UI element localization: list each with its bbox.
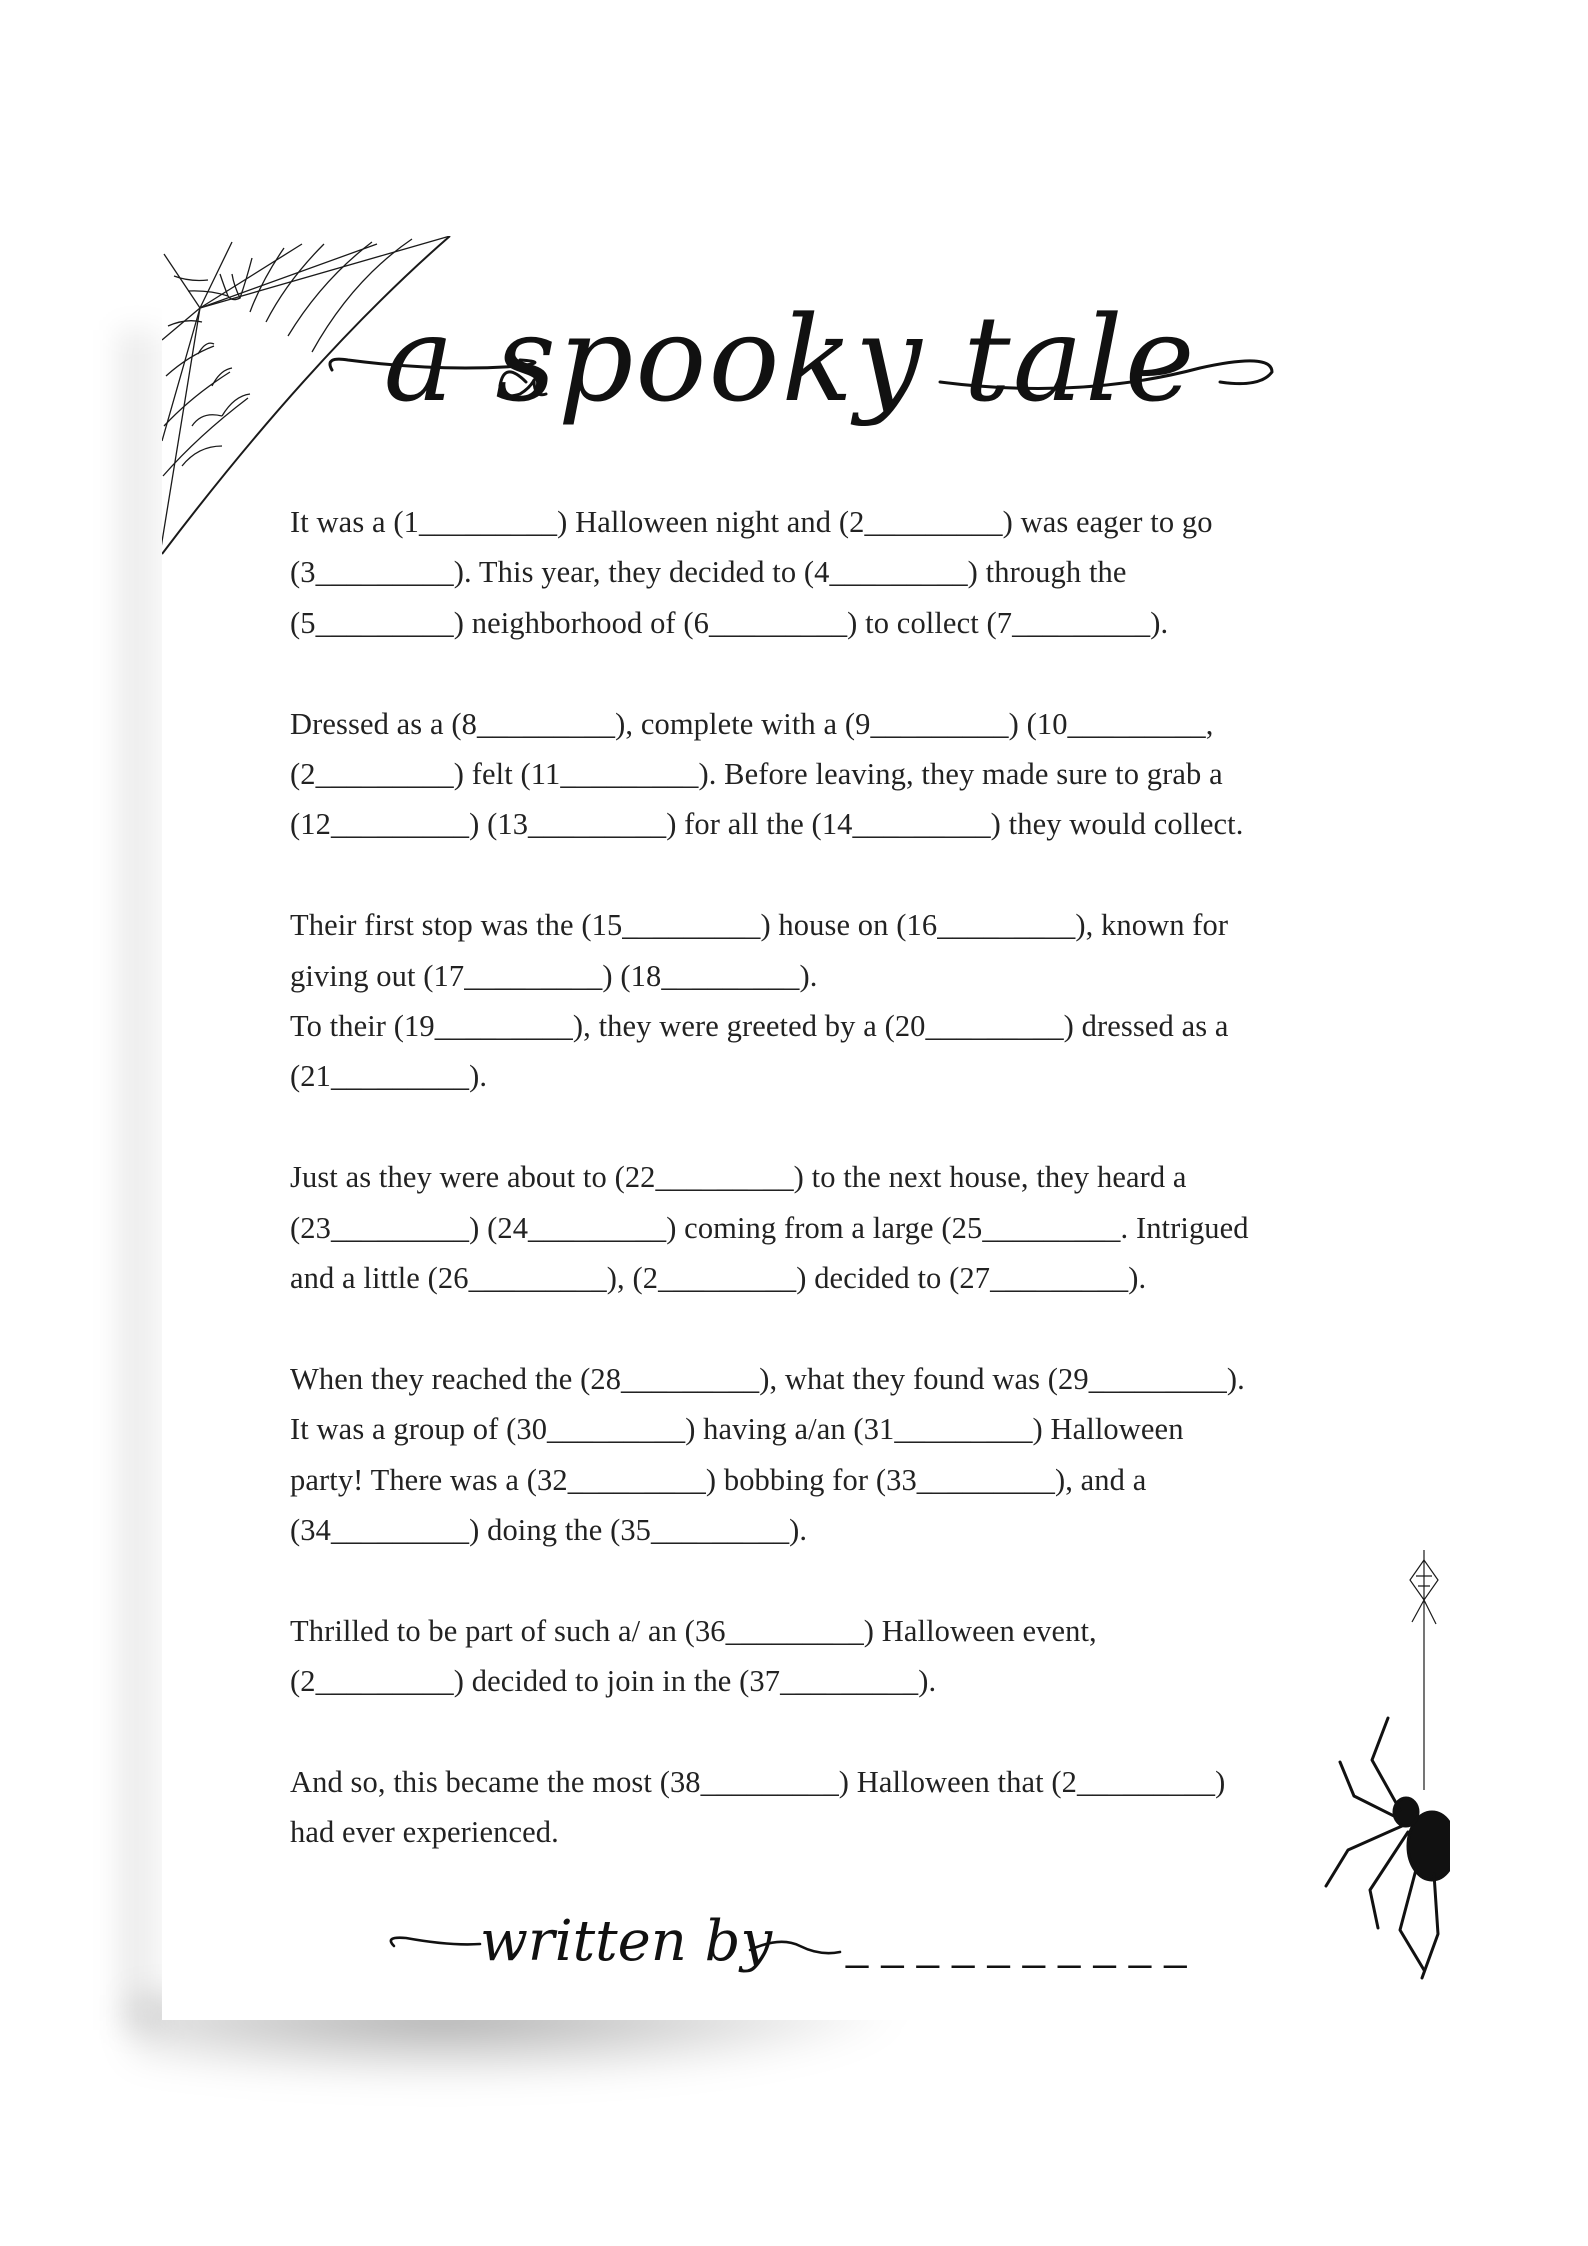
story-line: Thrilled to be part of such a/ an (36_________) Halloween event, (290, 1613, 1097, 1648)
paragraph-6 (290, 1606, 1390, 1707)
story-line: (34_________) doing the (35_________). (290, 1513, 808, 1548)
story-line: To their (19_________), they were greeted by a (20_________) dressed as a (290, 1009, 1229, 1044)
story-line: giving out (17_________) (18_________). (290, 958, 818, 993)
story-line: When they reached the (28_________), what they found was (29_________). (290, 1361, 1245, 1396)
story-line: Just as they were about to (22_________) to the next house, they heard a (290, 1160, 1187, 1195)
paragraph-4 (290, 1152, 1390, 1303)
author-blank: _ _ _ _ _ _ _ _ _ _ (846, 1925, 1188, 1969)
paragraph-3 (290, 900, 1390, 1102)
page-title: a spooky tale (383, 290, 1197, 428)
story-line: (2_________) felt (11_________). Before leaving, they made sure to grab a (290, 757, 1223, 792)
story-line: (12_________) (13_________) for all the (14_________) they would collect. (290, 807, 1244, 842)
story-line: Dressed as a (8_________), complete with a (9_________) (10_________, (290, 706, 1214, 741)
story-line: (23_________) (24_________) coming from a large (25_________. Intrigued (290, 1210, 1249, 1245)
title-calligraphy (320, 290, 1280, 460)
story-line: It was a group of (30_________) having a/an (31_________) Halloween (290, 1412, 1184, 1447)
story-line: and a little (26_________), (2_________) decided to (27_________). (290, 1261, 1147, 1296)
story-body (290, 497, 1390, 1908)
written-by-label: written by (480, 1909, 773, 1974)
story-line: It was a (1_________) Halloween night and (2_________) was eager to go (290, 505, 1213, 539)
story-line: And so, this became the most (38_________) Halloween that (2_________) (290, 1765, 1226, 1800)
paragraph-2 (290, 699, 1390, 850)
story-line: party! There was a (32_________) bobbing for (33_________), and a (290, 1462, 1147, 1497)
story-line: (2_________) decided to join in the (37_________). (290, 1664, 937, 1699)
paragraph-7 (290, 1757, 1390, 1858)
paragraph-1 (290, 497, 1390, 648)
story-line: (5_________) neighborhood of (6_________) to collect (7_________). (290, 605, 1169, 640)
spider-icon (1320, 1550, 1450, 1980)
story-line: (3_________). This year, they decided to (4_________) through the (290, 555, 1127, 590)
signature-line (380, 1890, 1200, 2000)
paragraph-5 (290, 1354, 1390, 1556)
story-line: had ever experienced. (290, 1815, 559, 1850)
story-line: (21_________). (290, 1059, 488, 1094)
story-line: Their first stop was the (15_________) house on (16_________), known for (290, 908, 1229, 943)
